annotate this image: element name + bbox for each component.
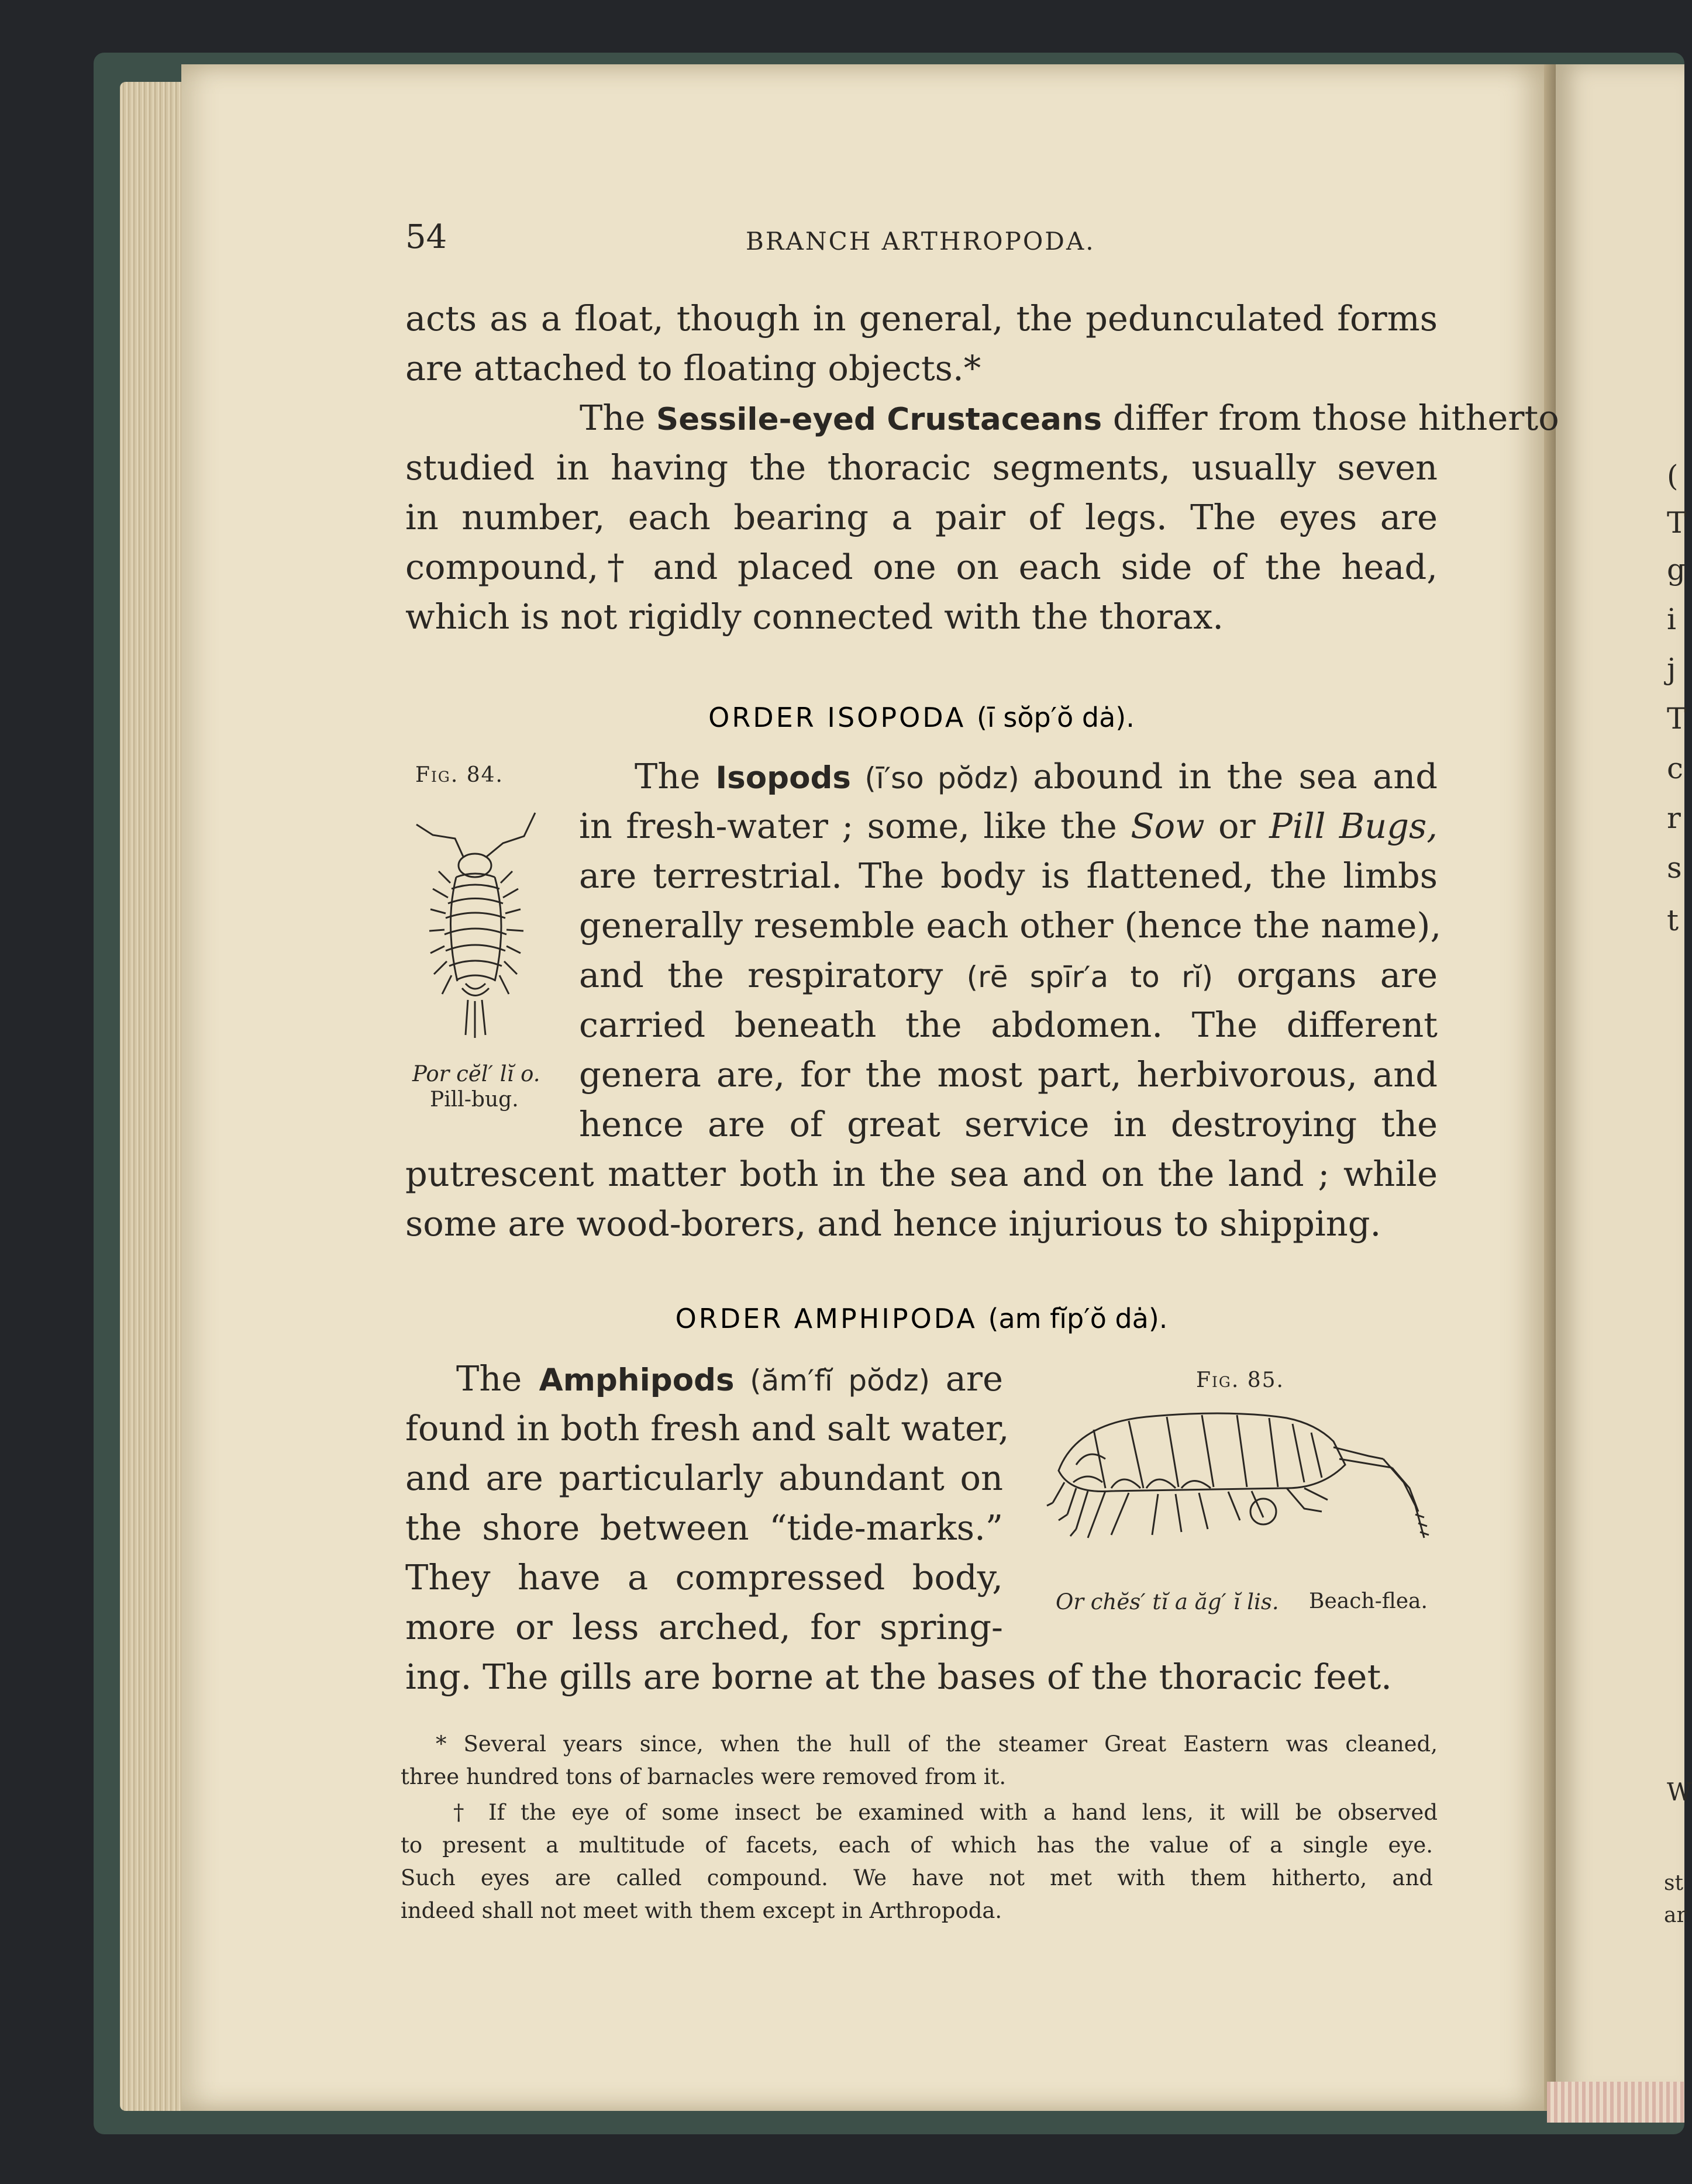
- text-line: acts as a float, though in general, the pedunculated forms: [405, 298, 1438, 339]
- next-page-fragment: g: [1667, 553, 1686, 586]
- text-line: studied in having the thoracic segments, usually seven: [405, 447, 1438, 488]
- figure-common-name: Beach-flea.: [1309, 1589, 1428, 1613]
- next-page-fragment: T: [1667, 702, 1687, 736]
- text-line: the shore between “tide-marks.”: [405, 1507, 1003, 1548]
- term-amphipods: Amphipods: [539, 1362, 735, 1398]
- text-line: are terrestrial. The body is flattened, the limbs: [579, 855, 1438, 896]
- text-line: hence are of great service in destroying the: [579, 1104, 1438, 1144]
- book-gutter: [1544, 64, 1557, 2111]
- text-line: compound,† and placed one on each side of the head,: [405, 547, 1438, 587]
- footnote-line: three hundred tons of barnacles were removed from it.: [401, 1764, 1007, 1789]
- figure-common-name: Pill-bug.: [430, 1088, 519, 1112]
- next-page-fragment: r: [1667, 801, 1681, 835]
- text-line: more or less arched, for spring-: [405, 1607, 1003, 1647]
- text-line: in number, each bearing a pair of legs. The eyes are: [405, 497, 1438, 537]
- page-number: 54: [405, 218, 447, 256]
- text-line: The Sessile-eyed Crustaceans differ from those hitherto: [580, 398, 1559, 438]
- text-line: carried beneath the abdomen. The different: [579, 1005, 1438, 1045]
- text-line: ing. The gills are borne at the bases of the thoracic feet.: [405, 1657, 1392, 1697]
- text-line: They have a compressed body,: [405, 1557, 1003, 1598]
- running-head: BRANCH ARTHROPODA.: [746, 227, 1095, 256]
- text-line: which is not rigidly connected with the thorax.: [405, 596, 1224, 637]
- text-line: and are particularly abundant on: [405, 1458, 1003, 1498]
- next-page-fragment: c: [1667, 751, 1684, 785]
- next-page-fragment: ar: [1664, 1903, 1687, 1927]
- text-line: found in both fresh and salt water,: [405, 1408, 1009, 1448]
- next-page-fragment: T: [1667, 506, 1687, 540]
- section-heading-amphipoda: ORDER AMPHIPODA (am fĭp′ŏ dȧ).: [675, 1303, 1168, 1334]
- footnote-line: † If the eye of some insect be examined with a hand lens, it will be observed: [453, 1800, 1438, 1825]
- next-page-fragment: W: [1667, 1778, 1692, 1806]
- section-heading-isopoda: ORDER ISOPODA (ī sŏp′ŏ dȧ).: [708, 702, 1135, 733]
- next-page-fragment: (: [1667, 459, 1679, 493]
- next-page-fragment: j: [1667, 652, 1676, 686]
- figure-scientific-name: Por cĕl′ lĭ o.: [412, 1061, 540, 1086]
- term-isopods: Isopods: [715, 760, 851, 796]
- figure-scientific-name: Or chĕs′ tĭ a ăg′ ĭ lis.: [1056, 1589, 1279, 1614]
- footnote-line: * Several years since, when the hull of the steamer Great Eastern was cleaned,: [436, 1731, 1438, 1757]
- next-page-fragment: t: [1667, 903, 1679, 937]
- next-page: [1556, 64, 1687, 2099]
- footnote-line: to present a multitude of facets, each of which has the value of a single eye.: [401, 1833, 1433, 1858]
- footnote-line: Such eyes are called compound. We have not met with them hitherto, and: [401, 1865, 1433, 1890]
- text-line: genera are, for the most part, herbivorous, and: [579, 1054, 1438, 1095]
- text-line: generally resemble each other (hence the name),: [579, 905, 1442, 946]
- text-line: The Amphipods (ăm′fĭ pŏdz) are: [456, 1358, 1003, 1399]
- next-page-fragment: st: [1664, 1871, 1683, 1895]
- beach-flea-illustration: [1041, 1400, 1439, 1576]
- text-line: some are wood-borers, and hence injurious to shipping.: [405, 1203, 1381, 1244]
- figure-label: Fig. 84.: [415, 763, 504, 787]
- next-page-edge: [1547, 2082, 1684, 2123]
- pill-bug-illustration: [409, 801, 544, 1058]
- text-line: The Isopods (ī′so pŏdz) abound in the sea and: [635, 756, 1438, 796]
- text-line: are attached to floating objects.*: [405, 348, 981, 388]
- text-line: in fresh-water ; some, like the Sow or Pill Bugs,: [579, 806, 1438, 846]
- term-sessile-eyed: Sessile-eyed Crustaceans: [656, 402, 1102, 437]
- text-line: putrescent matter both in the sea and on the land ; while: [405, 1154, 1438, 1194]
- figure-label: Fig. 85.: [1196, 1368, 1284, 1392]
- next-page-fragment: i: [1667, 602, 1676, 636]
- text-line: and the respiratory (rē spīr′a to rĭ) organs are: [579, 955, 1438, 995]
- next-page-fragment: s: [1667, 851, 1682, 885]
- footnote-line: indeed shall not meet with them except in Arthropoda.: [401, 1898, 1002, 1923]
